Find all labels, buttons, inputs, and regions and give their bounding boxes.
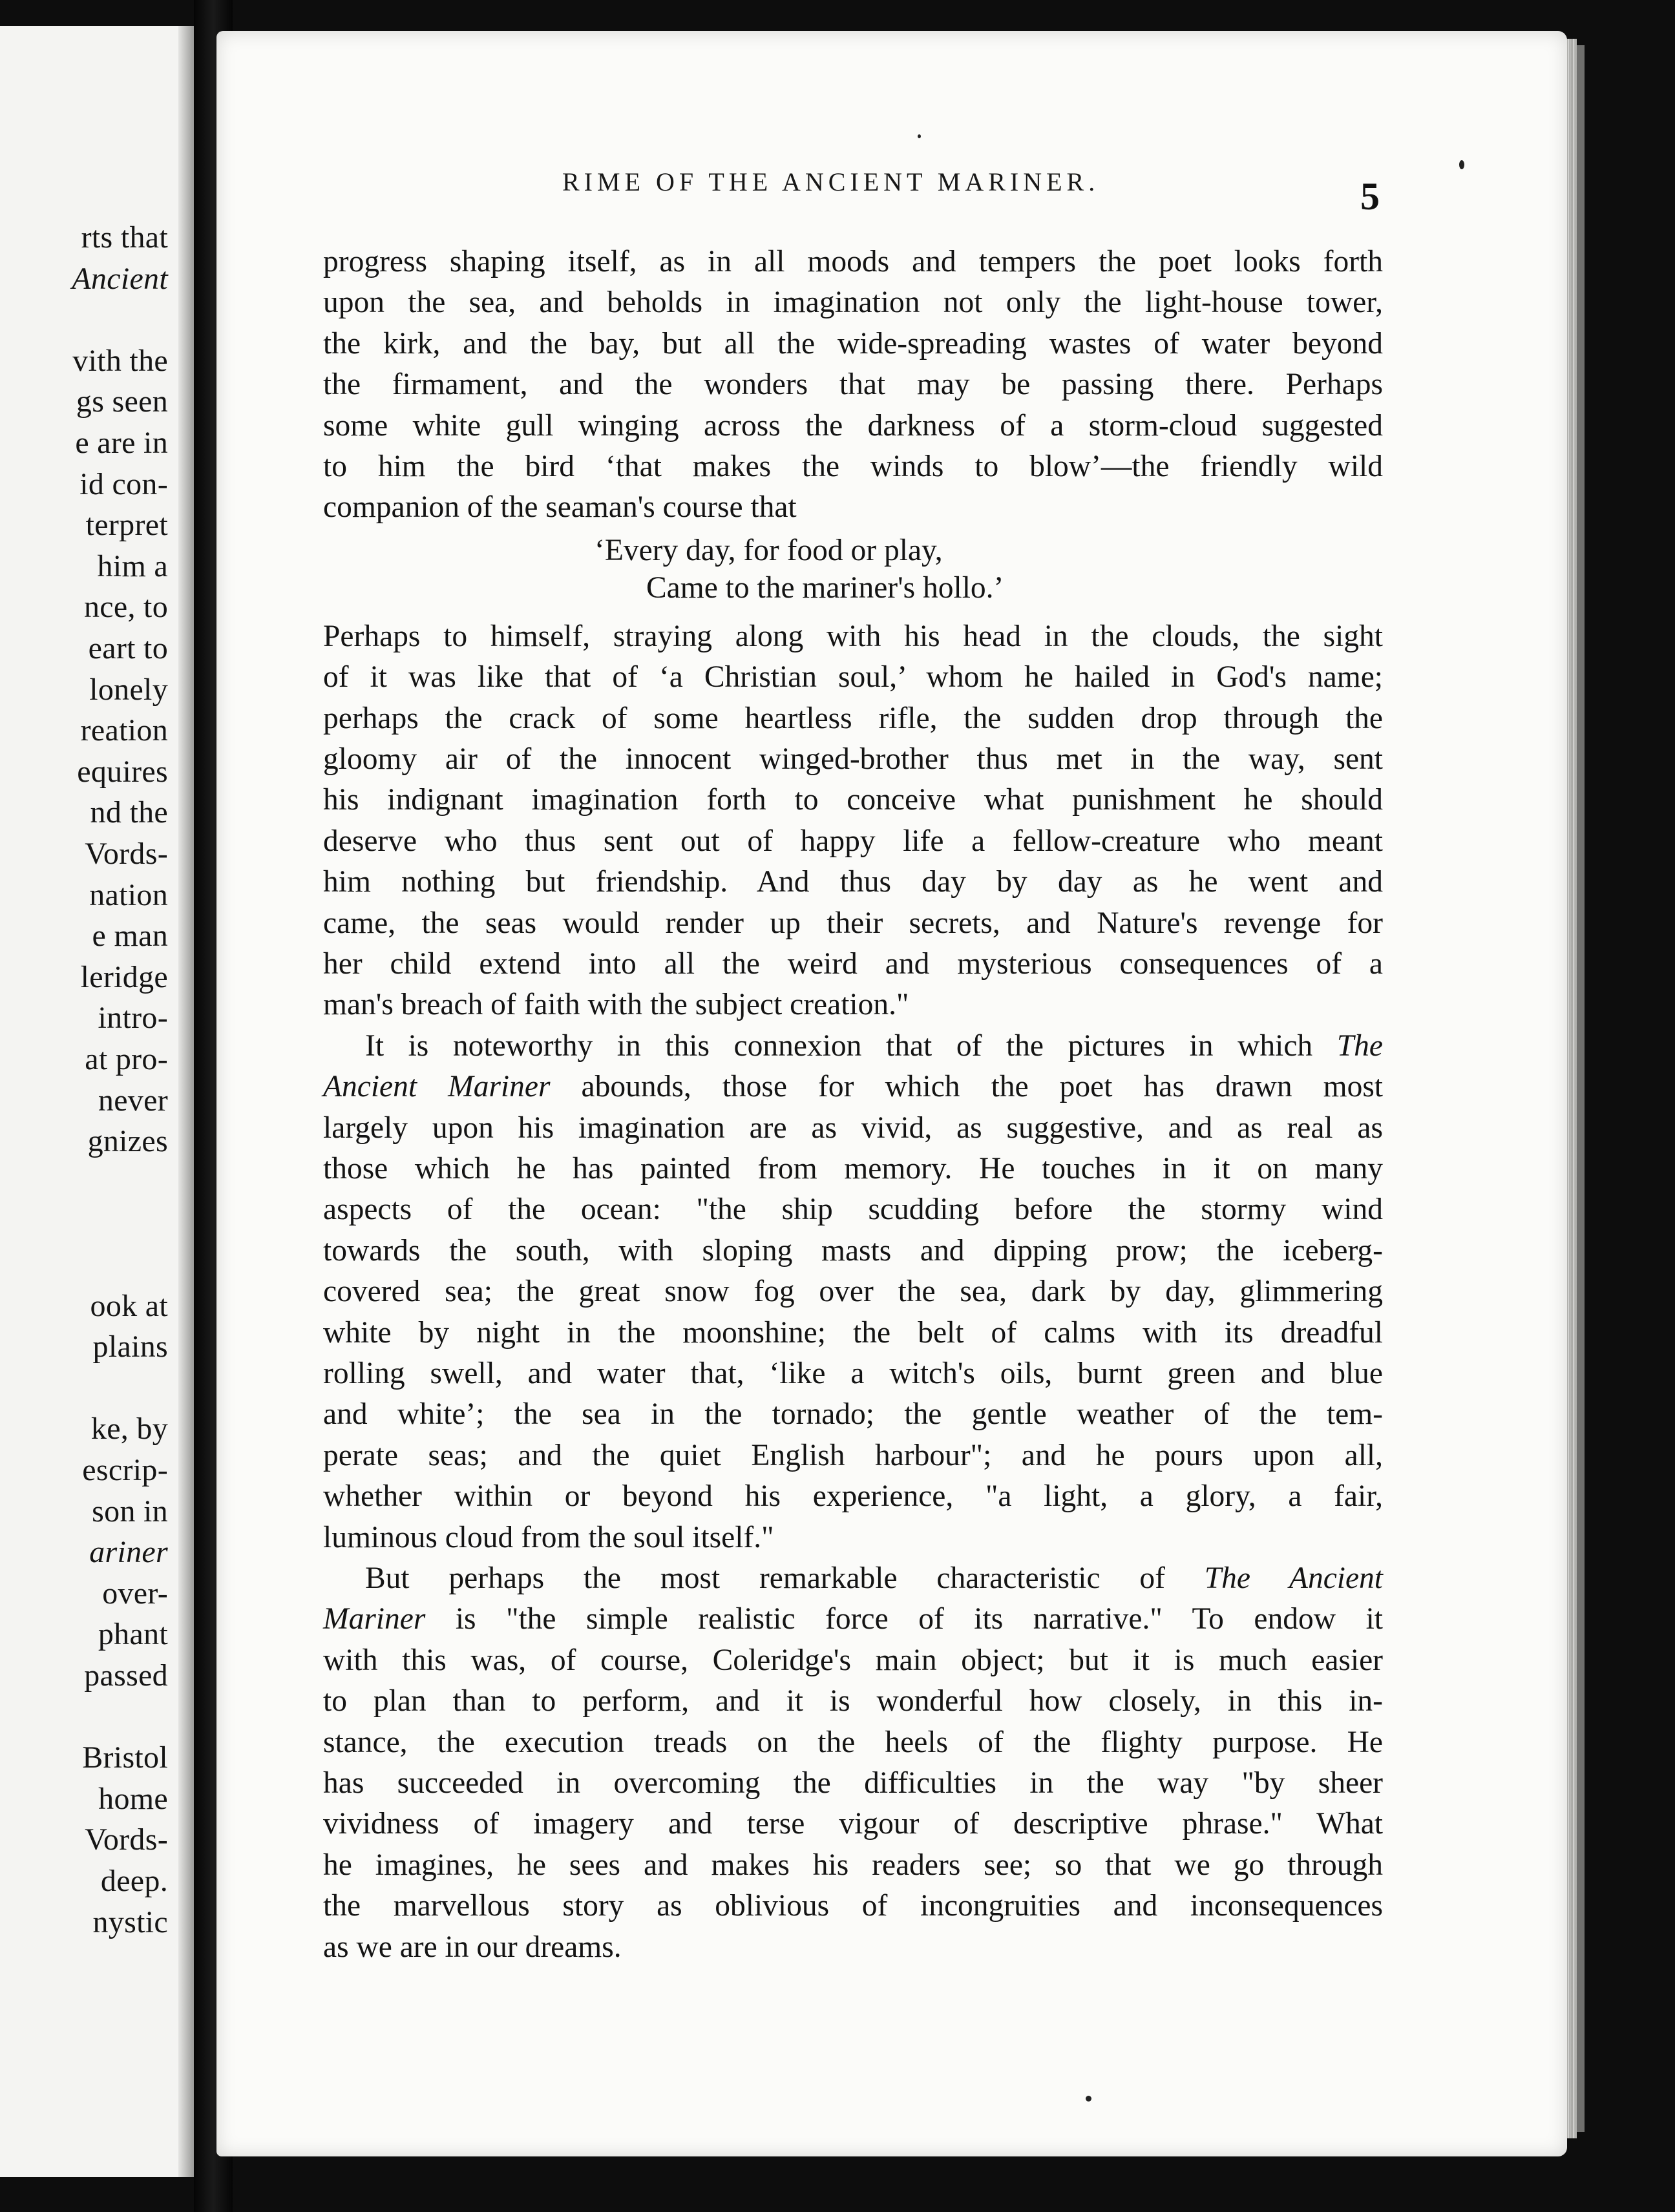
facing-page-fragment: him a bbox=[97, 548, 168, 583]
facing-page-fragment: Bristol bbox=[82, 1740, 168, 1775]
text-segment: he imagines, he sees and makes his readers see; so that we go through bbox=[323, 1848, 1383, 1882]
text-segment: man's breach of faith with the subject creation." bbox=[323, 988, 909, 1022]
text-line bbox=[323, 780, 1383, 819]
text-segment: rolling swell, and water that, ‘like a witch's oils, burnt green and blue bbox=[323, 1357, 1383, 1390]
text-line bbox=[323, 1436, 1383, 1475]
facing-page-fragment: id con- bbox=[79, 466, 168, 501]
left-page-gutter-shadow bbox=[178, 26, 194, 2177]
text-line bbox=[323, 1313, 1383, 1352]
text-line bbox=[323, 1804, 1383, 1843]
text-line bbox=[323, 283, 1383, 322]
text-line bbox=[323, 1272, 1383, 1311]
text-line bbox=[323, 1846, 1383, 1884]
text-segment: aspects of the ocean: "the ship scudding before the stormy wind bbox=[323, 1193, 1383, 1227]
text-segment: deserve who thus sent out of happy life a fellow-creature who meant bbox=[323, 824, 1383, 858]
facing-page-fragment: terpret bbox=[85, 508, 168, 543]
text-line bbox=[323, 1764, 1383, 1802]
facing-page-fragment: vith the bbox=[72, 343, 168, 378]
text-segment: has succeeded in overcoming the difficulties in the way "by sheer bbox=[323, 1766, 1383, 1800]
italic-title: The bbox=[1336, 1028, 1383, 1063]
facing-page-left bbox=[0, 26, 194, 2177]
text-segment: But perhaps the most remarkable characteristic of bbox=[365, 1561, 1205, 1595]
facing-page-fragment: Vords- bbox=[85, 1822, 168, 1857]
ink-speck bbox=[1459, 160, 1464, 169]
text-segment: gloomy air of the innocent winged-brother thus met in the way, sent bbox=[323, 742, 1383, 776]
text-segment: of it was like that of ‘a Christian soul,’ whom he hailed in God's name; bbox=[323, 660, 1383, 694]
facing-page-fragment: ke, by bbox=[90, 1412, 168, 1446]
facing-page-fragment: reation bbox=[80, 713, 168, 748]
text-line bbox=[323, 1723, 1383, 1762]
text-line bbox=[323, 944, 1383, 983]
text-line bbox=[323, 985, 1383, 1024]
facing-page-fragment: nce, to bbox=[83, 590, 168, 625]
italic-title: Ancient Mariner bbox=[323, 1070, 551, 1104]
italic-title: Mariner bbox=[323, 1602, 426, 1636]
text-segment: those which he has painted from memory. He touches in it on many bbox=[323, 1152, 1383, 1185]
ink-speck bbox=[918, 134, 921, 138]
text-line bbox=[323, 699, 1383, 738]
text-line bbox=[323, 822, 1383, 861]
facing-page-fragment: e are in bbox=[75, 426, 168, 460]
text-line bbox=[323, 365, 1383, 404]
facing-page-fragment: nd the bbox=[90, 795, 168, 830]
facing-page-fragment: intro- bbox=[98, 1001, 168, 1036]
facing-page-fragment: phant bbox=[98, 1617, 168, 1652]
facing-page-fragment: gnizes bbox=[87, 1124, 168, 1159]
text-segment: progress shaping itself, as in all moods and tempers the poet looks forth bbox=[323, 245, 1383, 278]
text-line bbox=[323, 324, 1383, 363]
text-line bbox=[323, 1354, 1383, 1393]
text-segment: came, the seas would render up their secrets, and Nature's revenge for bbox=[323, 906, 1383, 940]
text-segment: perate seas; and the quiet English harbour"; and he pours upon all, bbox=[323, 1438, 1383, 1472]
facing-page-fragment: Ancient bbox=[72, 261, 168, 296]
facing-page-fragment: plains bbox=[92, 1330, 168, 1364]
text-line bbox=[323, 904, 1383, 943]
text-segment: his indignant imagination forth to conceive what punishment he should bbox=[323, 783, 1383, 817]
running-head: RIME OF THE ANCIENT MARINER. bbox=[562, 167, 1100, 196]
text-segment: covered sea; the great snow fog over the sea, dark by day, glimmering bbox=[323, 1275, 1383, 1309]
text-line bbox=[323, 658, 1383, 696]
text-line bbox=[323, 1231, 1383, 1270]
text-line bbox=[323, 740, 1383, 778]
text-segment: perhaps the crack of some heartless rifle, the sudden drop through the bbox=[323, 701, 1383, 735]
text-segment: largely upon his imagination are as vivid, as suggestive, and as real as bbox=[323, 1111, 1383, 1145]
facing-page-fragment: son in bbox=[92, 1494, 168, 1529]
text-segment: him nothing but friendship. And thus day by day as he went and bbox=[323, 865, 1383, 899]
facing-page-fragment: at pro- bbox=[85, 1042, 168, 1076]
text-segment: luminous cloud from the soul itself." bbox=[323, 1520, 774, 1554]
facing-page-fragment: home bbox=[98, 1781, 168, 1816]
text-line bbox=[323, 406, 1383, 445]
page-edges-shadow bbox=[1577, 45, 1585, 2132]
text-line bbox=[323, 1190, 1383, 1229]
text-line bbox=[323, 488, 1383, 527]
facing-page-fragment: e man bbox=[92, 919, 168, 954]
text-segment: companion of the seaman's course that bbox=[323, 490, 797, 525]
text-line bbox=[323, 447, 1383, 486]
text-line bbox=[323, 1109, 1383, 1147]
text-line bbox=[323, 862, 1383, 901]
text-line bbox=[365, 1027, 1383, 1065]
facing-page-fragment: eart to bbox=[88, 631, 168, 665]
text-line bbox=[323, 242, 1383, 281]
italic-title: The Ancient bbox=[1204, 1561, 1384, 1595]
facing-page-fragment: never bbox=[98, 1083, 168, 1118]
facing-page-fragment: ook at bbox=[90, 1288, 168, 1323]
facing-page-fragment: escrip- bbox=[82, 1453, 168, 1487]
text-segment: upon the sea, and beholds in imagination not only the light-house tower, bbox=[323, 286, 1383, 320]
text-segment: the marvellous story as oblivious of incongruities and inconsequences bbox=[323, 1889, 1383, 1923]
text-line bbox=[323, 1600, 1383, 1638]
text-line bbox=[323, 1477, 1383, 1516]
facing-page-fragment: rts that bbox=[81, 220, 168, 255]
text-segment: to him the bird ‘that makes the winds to blow’—the friendly wild bbox=[323, 450, 1383, 483]
text-segment: towards the south, with sloping masts and dipping prow; the iceberg- bbox=[323, 1233, 1383, 1268]
text-segment: the kirk, and the bay, but all the wide-spreading wastes of water beyond bbox=[323, 326, 1383, 360]
facing-page-fragment: nystic bbox=[92, 1904, 168, 1939]
facing-page-fragment: over- bbox=[102, 1576, 168, 1611]
ink-speck bbox=[1086, 2096, 1091, 2102]
text-line bbox=[323, 617, 1383, 656]
text-line bbox=[323, 1067, 1383, 1106]
text-line bbox=[323, 1518, 1383, 1557]
verse-quote-line: Came to the mariner's hollo.’ bbox=[646, 570, 1004, 605]
text-segment: the firmament, and the wonders that may be passing there. Perhaps bbox=[323, 368, 1383, 402]
text-line bbox=[323, 1886, 1383, 1925]
text-segment: with this was, of course, Coleridge's main object; but it is much easier bbox=[323, 1643, 1383, 1677]
text-line bbox=[365, 1559, 1383, 1598]
facing-page-fragment: lonely bbox=[89, 672, 168, 707]
text-segment: her child extend into all the weird and mysterious consequences of a bbox=[323, 947, 1383, 981]
text-segment: to plan than to perform, and it is wonderful how closely, in this in- bbox=[323, 1684, 1383, 1718]
facing-page-fragment: Vords- bbox=[85, 837, 168, 871]
facing-page-fragment: deep. bbox=[100, 1864, 168, 1898]
text-line bbox=[323, 1928, 1383, 1967]
text-segment: and white’; the sea in the tornado; the gentle weather of the tem- bbox=[323, 1397, 1383, 1432]
text-segment: is "the simple realistic force of its narrative." To endow it bbox=[425, 1602, 1383, 1636]
text-line bbox=[323, 1641, 1383, 1680]
text-line bbox=[323, 1395, 1383, 1434]
text-segment: It is noteworthy in this connexion that of the pictures in which bbox=[365, 1028, 1337, 1063]
text-line bbox=[323, 1682, 1383, 1720]
facing-page-fragment: equires bbox=[77, 754, 168, 789]
text-segment: vividness of imagery and terse vigour of descriptive phrase." What bbox=[323, 1807, 1383, 1841]
facing-page-fragment: ariner bbox=[89, 1535, 168, 1570]
facing-page-fragment: leridge bbox=[80, 959, 168, 994]
text-segment: some white gull winging across the darkness of a storm-cloud suggested bbox=[323, 408, 1383, 443]
text-line bbox=[323, 1149, 1383, 1188]
facing-page-fragment: gs seen bbox=[76, 384, 168, 419]
text-segment: abounds, those for which the poet has drawn most bbox=[550, 1070, 1383, 1104]
facing-page-fragment: passed bbox=[84, 1658, 168, 1693]
page-number: 5 bbox=[1360, 175, 1380, 218]
text-segment: as we are in our dreams. bbox=[323, 1930, 622, 1964]
facing-page-fragment: nation bbox=[89, 877, 168, 912]
text-segment: Perhaps to himself, straying along with his head in the clouds, the sight bbox=[323, 619, 1383, 653]
text-segment: whether within or beyond his experience, "a light, a glory, a fair, bbox=[323, 1479, 1383, 1514]
text-segment: white by night in the moonshine; the belt of calms with its dreadful bbox=[323, 1315, 1383, 1350]
text-segment: stance, the execution treads on the heels of the flighty purpose. He bbox=[323, 1725, 1383, 1759]
verse-quote-line: ‘Every day, for food or play, bbox=[595, 533, 943, 567]
